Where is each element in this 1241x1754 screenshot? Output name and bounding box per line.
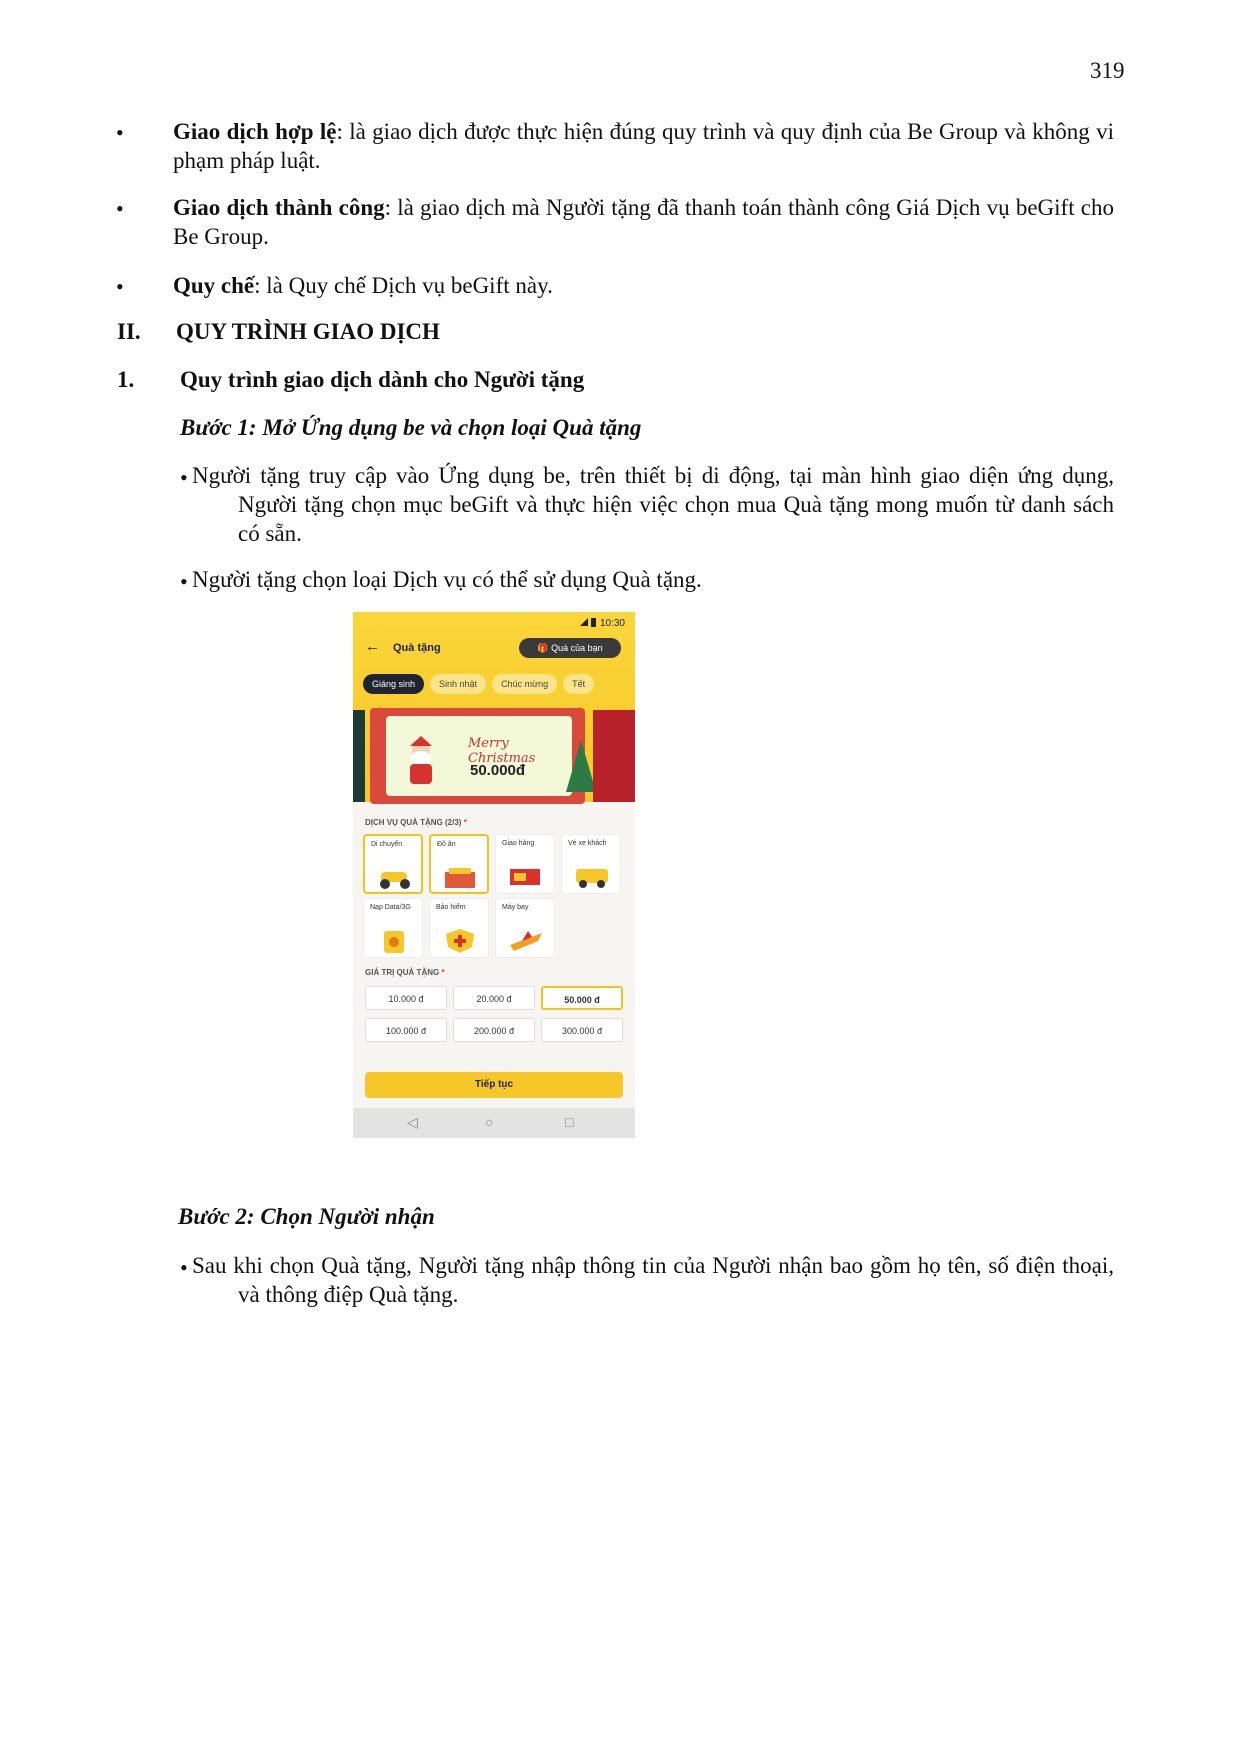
battery-icon bbox=[591, 618, 596, 627]
service-label: Vé xe khách bbox=[568, 840, 607, 847]
back-triangle-icon[interactable]: ◁ bbox=[407, 1114, 418, 1130]
back-arrow-icon[interactable]: ← bbox=[365, 638, 380, 655]
bullet-marker: • bbox=[180, 1255, 188, 1280]
value-option[interactable]: 300.000 đ bbox=[541, 1018, 623, 1042]
category-tabs bbox=[363, 674, 600, 694]
service-label: Nạp Data/3G bbox=[370, 904, 411, 911]
app-title: Quà tặng bbox=[393, 642, 441, 654]
service-ve-xe-khach[interactable] bbox=[561, 834, 621, 894]
definition-item bbox=[173, 271, 1114, 300]
services-label-text: DỊCH VỤ QUÀ TẶNG (2/3) bbox=[365, 818, 462, 827]
value-option[interactable]: 200.000 đ bbox=[453, 1018, 535, 1042]
definition-term: Quy chế bbox=[173, 273, 255, 298]
step2-bullet bbox=[192, 1251, 1114, 1309]
page-number: 319 bbox=[1090, 58, 1125, 83]
values-label bbox=[365, 968, 445, 977]
section-title: QUY TRÌNH GIAO DỊCH bbox=[176, 319, 440, 344]
service-may-bay[interactable] bbox=[495, 898, 555, 958]
delivery-icon bbox=[508, 865, 544, 889]
continue-button[interactable]: Tiếp tục bbox=[365, 1072, 623, 1098]
bullet-marker: • bbox=[180, 465, 188, 490]
services-label bbox=[365, 818, 467, 827]
gift-card-title: Merry Christmas bbox=[468, 736, 536, 766]
required-mark: * bbox=[441, 968, 445, 977]
tab-tet[interactable]: Tết bbox=[563, 674, 594, 694]
gift-card-inner bbox=[386, 716, 572, 796]
service-label: Bảo hiểm bbox=[436, 904, 466, 911]
status-bar bbox=[580, 618, 625, 629]
gift-icon: 🎁 bbox=[537, 643, 549, 653]
definition-item bbox=[173, 117, 1114, 175]
step1-title: Bước 1: Mở Ứng dụng be và chọn loại Quà tặng bbox=[180, 415, 642, 440]
step1-bullet-text: Người tặng chọn loại Dịch vụ có thể sử dụng Quà tặng. bbox=[192, 567, 702, 592]
definition-text: : là giao dịch mà Người tặng đã thanh toán thành công Giá Dịch vụ beGift cho Be Group. bbox=[173, 195, 1115, 249]
service-nap-data[interactable] bbox=[363, 898, 423, 958]
bullet-marker: • bbox=[116, 120, 124, 145]
service-label: Đồ ăn bbox=[437, 841, 456, 848]
bullet-marker: • bbox=[116, 274, 124, 299]
tab-sinh-nhat[interactable]: Sinh nhật bbox=[430, 674, 486, 694]
service-bao-hiem[interactable] bbox=[429, 898, 489, 958]
definition-item bbox=[173, 193, 1114, 251]
value-option[interactable]: 100.000 đ bbox=[365, 1018, 447, 1042]
data-icon bbox=[376, 929, 412, 953]
definition-text: : là giao dịch được thực hiện đúng quy trình và quy định của Be Group và không vi phạm pháp luật. bbox=[173, 119, 1114, 173]
my-gifts-button[interactable] bbox=[519, 638, 621, 658]
christmas-tree-icon bbox=[566, 740, 596, 792]
service-giao-hang[interactable] bbox=[495, 834, 555, 894]
airplane-icon bbox=[508, 929, 544, 953]
step1-bullet-text: Người tặng truy cập vào Ứng dụng be, trên thiết bị di động, tại màn hình giao diện ứng dụng, Người tặng chọn mục beGift và thực hiện việc chọn mua Quà tặng mong muốn từ danh sách có sẵn. bbox=[192, 463, 1114, 546]
value-option[interactable]: 10.000 đ bbox=[365, 986, 447, 1010]
shield-icon bbox=[442, 929, 478, 953]
gift-card-prev[interactable] bbox=[353, 710, 365, 802]
status-time: 10:30 bbox=[599, 618, 625, 629]
definition-term: Giao dịch hợp lệ bbox=[173, 119, 337, 144]
section-number: II. bbox=[117, 319, 141, 344]
app-screenshot bbox=[353, 612, 635, 1138]
app-header-area bbox=[353, 612, 635, 802]
motorbike-icon bbox=[377, 866, 413, 890]
bus-icon bbox=[574, 865, 610, 889]
home-circle-icon[interactable]: ○ bbox=[485, 1114, 494, 1130]
bullet-marker: • bbox=[116, 196, 124, 221]
signal-icon bbox=[580, 618, 588, 626]
value-option-selected[interactable]: 50.000 đ bbox=[541, 986, 623, 1010]
value-option[interactable]: 20.000 đ bbox=[453, 986, 535, 1010]
step2-bullet-text: Sau khi chọn Quà tặng, Người tặng nhập thông tin của Người nhận bao gồm họ tên, số điện thoại, và thông điệp Quà tặng. bbox=[192, 1253, 1114, 1307]
values-label-text: GIÁ TRỊ QUÀ TẶNG bbox=[365, 968, 440, 977]
service-label: Máy bay bbox=[502, 904, 529, 911]
my-gifts-label: Quà của bạn bbox=[551, 643, 603, 653]
subsection-title: Quy trình giao dịch dành cho Người tặng bbox=[180, 367, 585, 392]
android-nav-bar bbox=[353, 1108, 635, 1138]
tab-giang-sinh[interactable]: Giáng sinh bbox=[363, 674, 424, 694]
step1-bullet bbox=[192, 461, 1114, 548]
recent-square-icon[interactable]: □ bbox=[565, 1114, 574, 1130]
definition-term: Giao dịch thành công bbox=[173, 195, 385, 220]
step2-title: Bước 2: Chọn Người nhận bbox=[178, 1204, 435, 1229]
gift-card-next[interactable] bbox=[593, 710, 635, 802]
santa-icon bbox=[404, 736, 438, 786]
tab-chuc-mung[interactable]: Chúc mừng bbox=[492, 674, 557, 694]
bullet-marker: • bbox=[180, 569, 188, 594]
gift-card-price: 50.000đ bbox=[470, 762, 526, 779]
subsection-number: 1. bbox=[117, 367, 135, 392]
service-label: Di chuyển bbox=[371, 841, 403, 848]
definition-text: : là Quy chế Dịch vụ beGift này. bbox=[254, 273, 553, 298]
service-label: Giao hàng bbox=[502, 840, 535, 847]
service-di-chuyen[interactable] bbox=[363, 834, 423, 894]
food-icon bbox=[443, 866, 479, 890]
service-do-an[interactable] bbox=[429, 834, 489, 894]
gift-card[interactable] bbox=[370, 708, 585, 804]
required-mark: * bbox=[463, 818, 467, 827]
